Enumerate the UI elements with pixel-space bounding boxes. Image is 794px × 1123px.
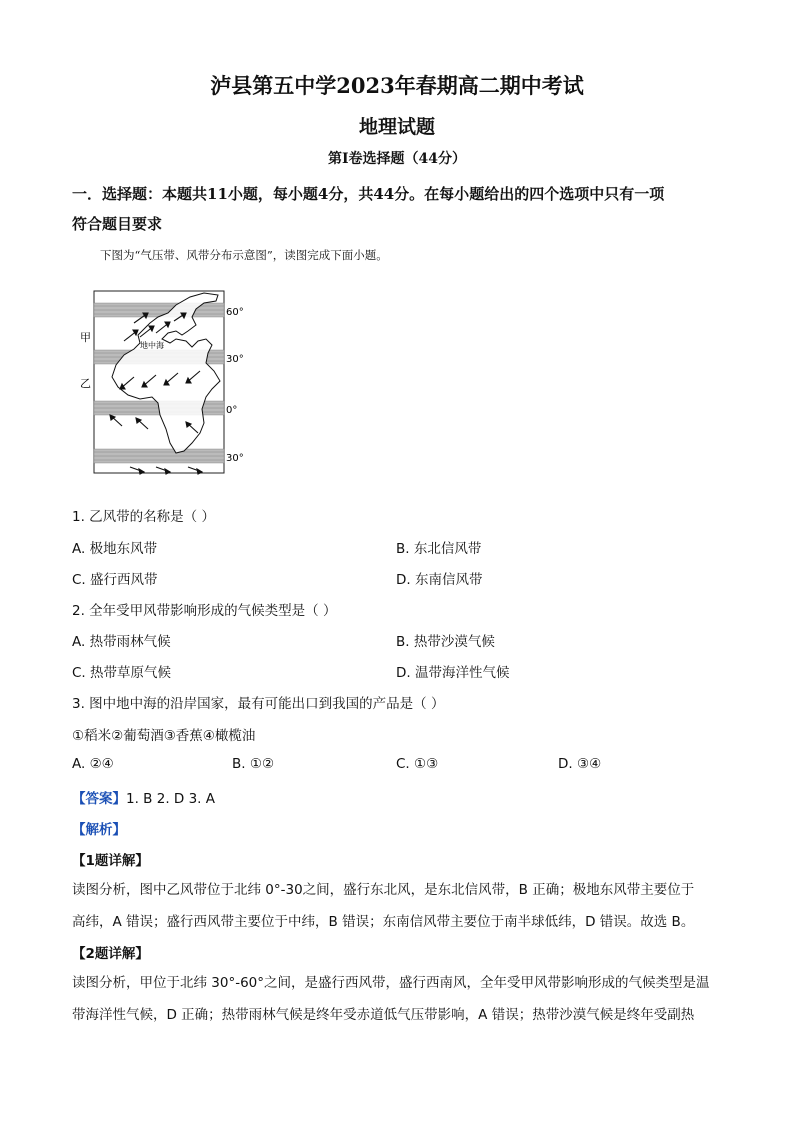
detail-1-line-2: 高纬，A 错误；盛行西风带主要位于中纬，B 错误；东南信风带主要位于南半球低纬，D 错误。故选 B。 bbox=[72, 914, 695, 930]
answer-label: 【答案】 bbox=[72, 791, 126, 807]
part-title: 第Ⅰ卷选择题（44分） bbox=[327, 151, 467, 167]
section-heading: 一．选择题：本题共11小题，每小题4分，共44分。在每小题给出的四个选项中只有一项 bbox=[72, 185, 665, 203]
section-heading-cont: 符合题目要求 bbox=[72, 215, 163, 233]
q1-option-d: D. 东南信风带 bbox=[396, 572, 483, 588]
question-1-stem: 1. 乙风带的名称是（ ） bbox=[72, 509, 215, 525]
q2-option-c: C. 热带草原气候 bbox=[72, 665, 172, 681]
detail-2-label: 【2题详解】 bbox=[72, 946, 149, 962]
pressure-wind-belt-map bbox=[78, 283, 258, 475]
lat-60n-label: 60° bbox=[226, 307, 244, 318]
q2-option-a: A. 热带雨林气候 bbox=[72, 634, 171, 650]
detail-1-label: 【1题详解】 bbox=[72, 853, 149, 869]
q2-option-b: B. 热带沙漠气候 bbox=[396, 634, 495, 650]
intro-text: 下图为“气压带、风带分布示意图”，读图完成下面小题。 bbox=[100, 248, 388, 262]
detail-2-text bbox=[72, 967, 724, 1031]
q1-option-c: C. 盛行西风带 bbox=[72, 572, 158, 588]
analysis-heading bbox=[72, 818, 126, 838]
answer-text: 1. B 2. D 3. A bbox=[126, 791, 215, 807]
belt-60n bbox=[94, 303, 224, 317]
q3-option-d: D. ③④ bbox=[558, 756, 602, 772]
detail-1-line-1: 读图分析，图中乙风带位于北纬 0°-30之间，盛行东北风，是东北信风带，B 正确；极地东风带主要位于 bbox=[72, 882, 695, 898]
q2-option-d: D. 温带海洋性气候 bbox=[396, 665, 510, 681]
q3-option-c: C. ①③ bbox=[396, 756, 439, 772]
q3-option-b: B. ①② bbox=[232, 756, 275, 772]
lat-30n-label: 30° bbox=[226, 354, 244, 365]
detail-2-line-2: 带海洋性气候，D 正确；热带雨林气候是终年受赤道低气压带影响，A 错误；热带沙漠气候是终年受副热 bbox=[72, 1007, 695, 1023]
q1-option-b: B. 东北信风带 bbox=[396, 541, 482, 557]
q1-option-a: A. 极地东风带 bbox=[72, 541, 158, 557]
question-2-stem: 2. 全年受甲风带影响形成的气候类型是（ ） bbox=[72, 603, 337, 619]
lat-30s-label: 30° bbox=[226, 453, 244, 464]
label-jia: 甲 bbox=[80, 331, 91, 344]
subject-title: 地理试题 bbox=[358, 116, 435, 138]
label-mediterranean: 地中海 bbox=[140, 341, 164, 350]
question-3-stem: 3. 图中地中海的沿岸国家，最有可能出口到我国的产品是（ ） bbox=[72, 696, 445, 712]
detail-2-line-1: 读图分析，甲位于北纬 30°-60°之间，是盛行西风带，盛行西南风，全年受甲风带影响形成的气候类型是温 bbox=[72, 975, 710, 991]
belt-30s bbox=[94, 449, 224, 463]
exam-title: 泸县第五中学2023年春期高二期中考试 bbox=[210, 73, 584, 98]
analysis-label: 【解析】 bbox=[72, 822, 126, 838]
detail-1-text bbox=[72, 874, 724, 938]
answer-line bbox=[72, 787, 215, 807]
question-3-sub-items: ①稻米②葡萄酒③香蕉④橄榄油 bbox=[72, 728, 256, 744]
q3-option-a: A. ②④ bbox=[72, 756, 114, 772]
lat-0-label: 0° bbox=[226, 405, 238, 416]
label-yi: 乙 bbox=[80, 377, 91, 390]
